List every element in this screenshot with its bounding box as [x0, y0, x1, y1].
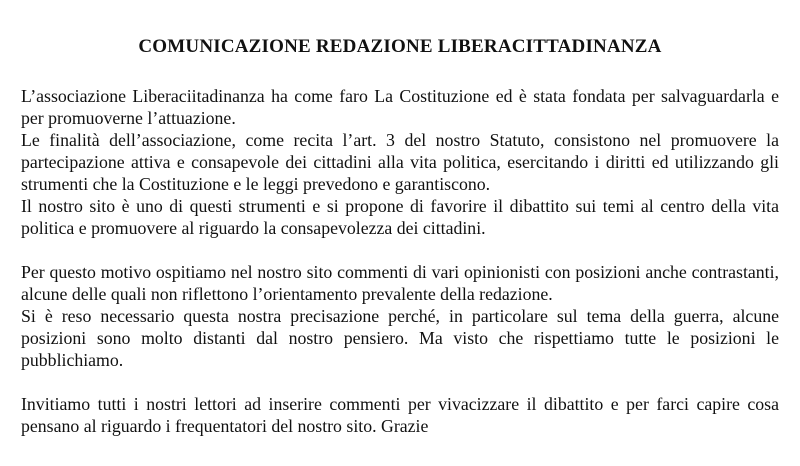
paragraph: Invitiamo tutti i nostri lettori ad inserire commenti per vivacizzare il dibattito e per farci capire cosa pensano al riguardo i frequentatori del nostro sito. Grazie	[21, 394, 779, 436]
paragraph: Si è reso necessario questa nostra precisazione perché, in particolare sul tema della guerra, alcune posizioni sono molto distanti dal nostro pensiero. Ma visto che rispettiamo tutte le posizioni le pubblichiamo.	[21, 306, 779, 370]
paragraph: Le finalità dell’associazione, come recita l’art. 3 del nostro Statuto, consistono nel promuovere la partecipazione attiva e consapevole dei cittadini alla vita politica, esercitando i diritti ed utilizzando gli strumenti che la Costituzione e le leggi prevedono e garantiscono.	[21, 130, 779, 194]
document-body	[21, 85, 779, 437]
document-title: COMUNICAZIONE REDAZIONE LIBERACITTADINANZA	[138, 36, 662, 57]
paragraph: Per questo motivo ospitiamo nel nostro sito commenti di vari opinionisti con posizioni anche contrastanti, alcune delle quali non riflettono l’orientamento prevalente della redazione.	[21, 262, 779, 304]
paragraph: Il nostro sito è uno di questi strumenti e si propone di favorire il dibattito sui temi al centro della vita politica e promuovere al riguardo la consapevolezza dei cittadini.	[21, 196, 779, 238]
paragraph: L’associazione Liberaciitadinanza ha come faro La Costituzione ed è stata fondata per salvaguardarla e per promuoverne l’attuazione.	[21, 86, 779, 128]
